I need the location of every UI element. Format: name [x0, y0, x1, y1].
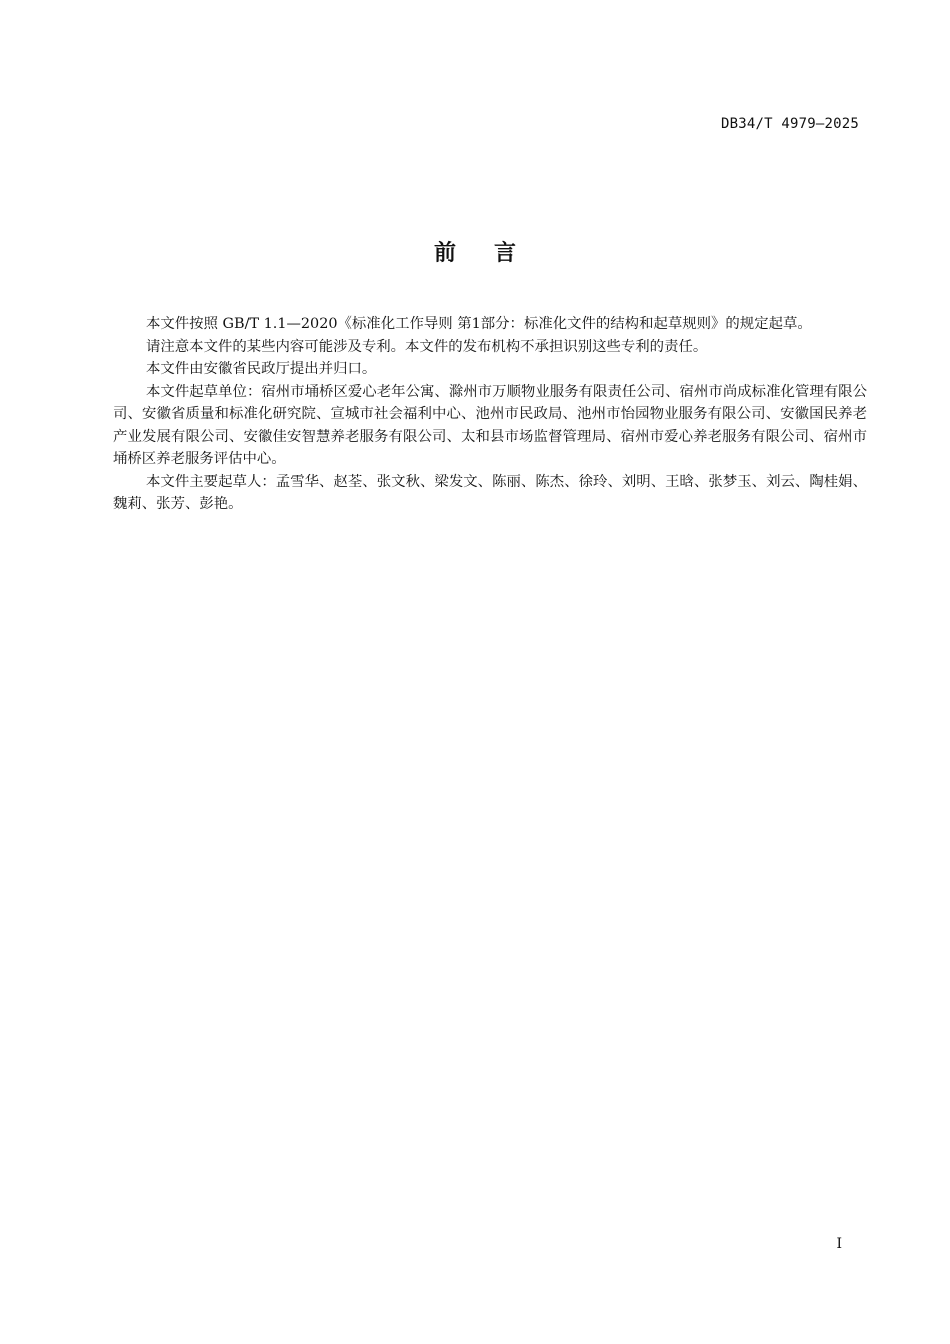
title-char-2: 言 [494, 241, 517, 266]
paragraph-drafting-units: 本文件起草单位：宿州市埇桥区爱心老年公寓、滁州市万顺物业服务有限责任公司、宿州市尚成标准化管理有限公司、安徽省质量和标准化研究院、宣城市社会福利中心、池州市民政局、池州市怡园物业服务有限公司、安徽国民养老产业发展有限公司、安徽佳安智慧养老服务有限公司、太和县市场监督管理局、宿州市爱心养老服务有限公司、宿州市埇桥区养老服务评估中心。 [113, 383, 867, 467]
paragraph-patent-notice: 请注意本文件的某些内容可能涉及专利。本文件的发布机构不承担识别这些专利的责任。 [146, 338, 708, 355]
paragraph-proposer: 本文件由安徽省民政厅提出并归口。 [146, 361, 377, 377]
document-code: DB34/T 4979—2025 [720, 116, 859, 132]
paragraph-drafting-rules: 本文件按照 GB/T 1.1—2020《标准化工作导则 第1部分：标准化文件的结构和起草规则》的规定起草。 [146, 316, 812, 332]
page-number: I [836, 1236, 842, 1252]
foreword-body [113, 313, 867, 516]
title-char-1: 前 [433, 241, 456, 266]
paragraph-drafters: 本文件主要起草人：孟雪华、赵荃、张文秋、梁发文、陈丽、陈杰、徐玲、刘明、王晗、张梦玉、刘云、陶桂娟、魏莉、张芳、彭艳。 [113, 473, 867, 512]
page-title [0, 236, 950, 267]
